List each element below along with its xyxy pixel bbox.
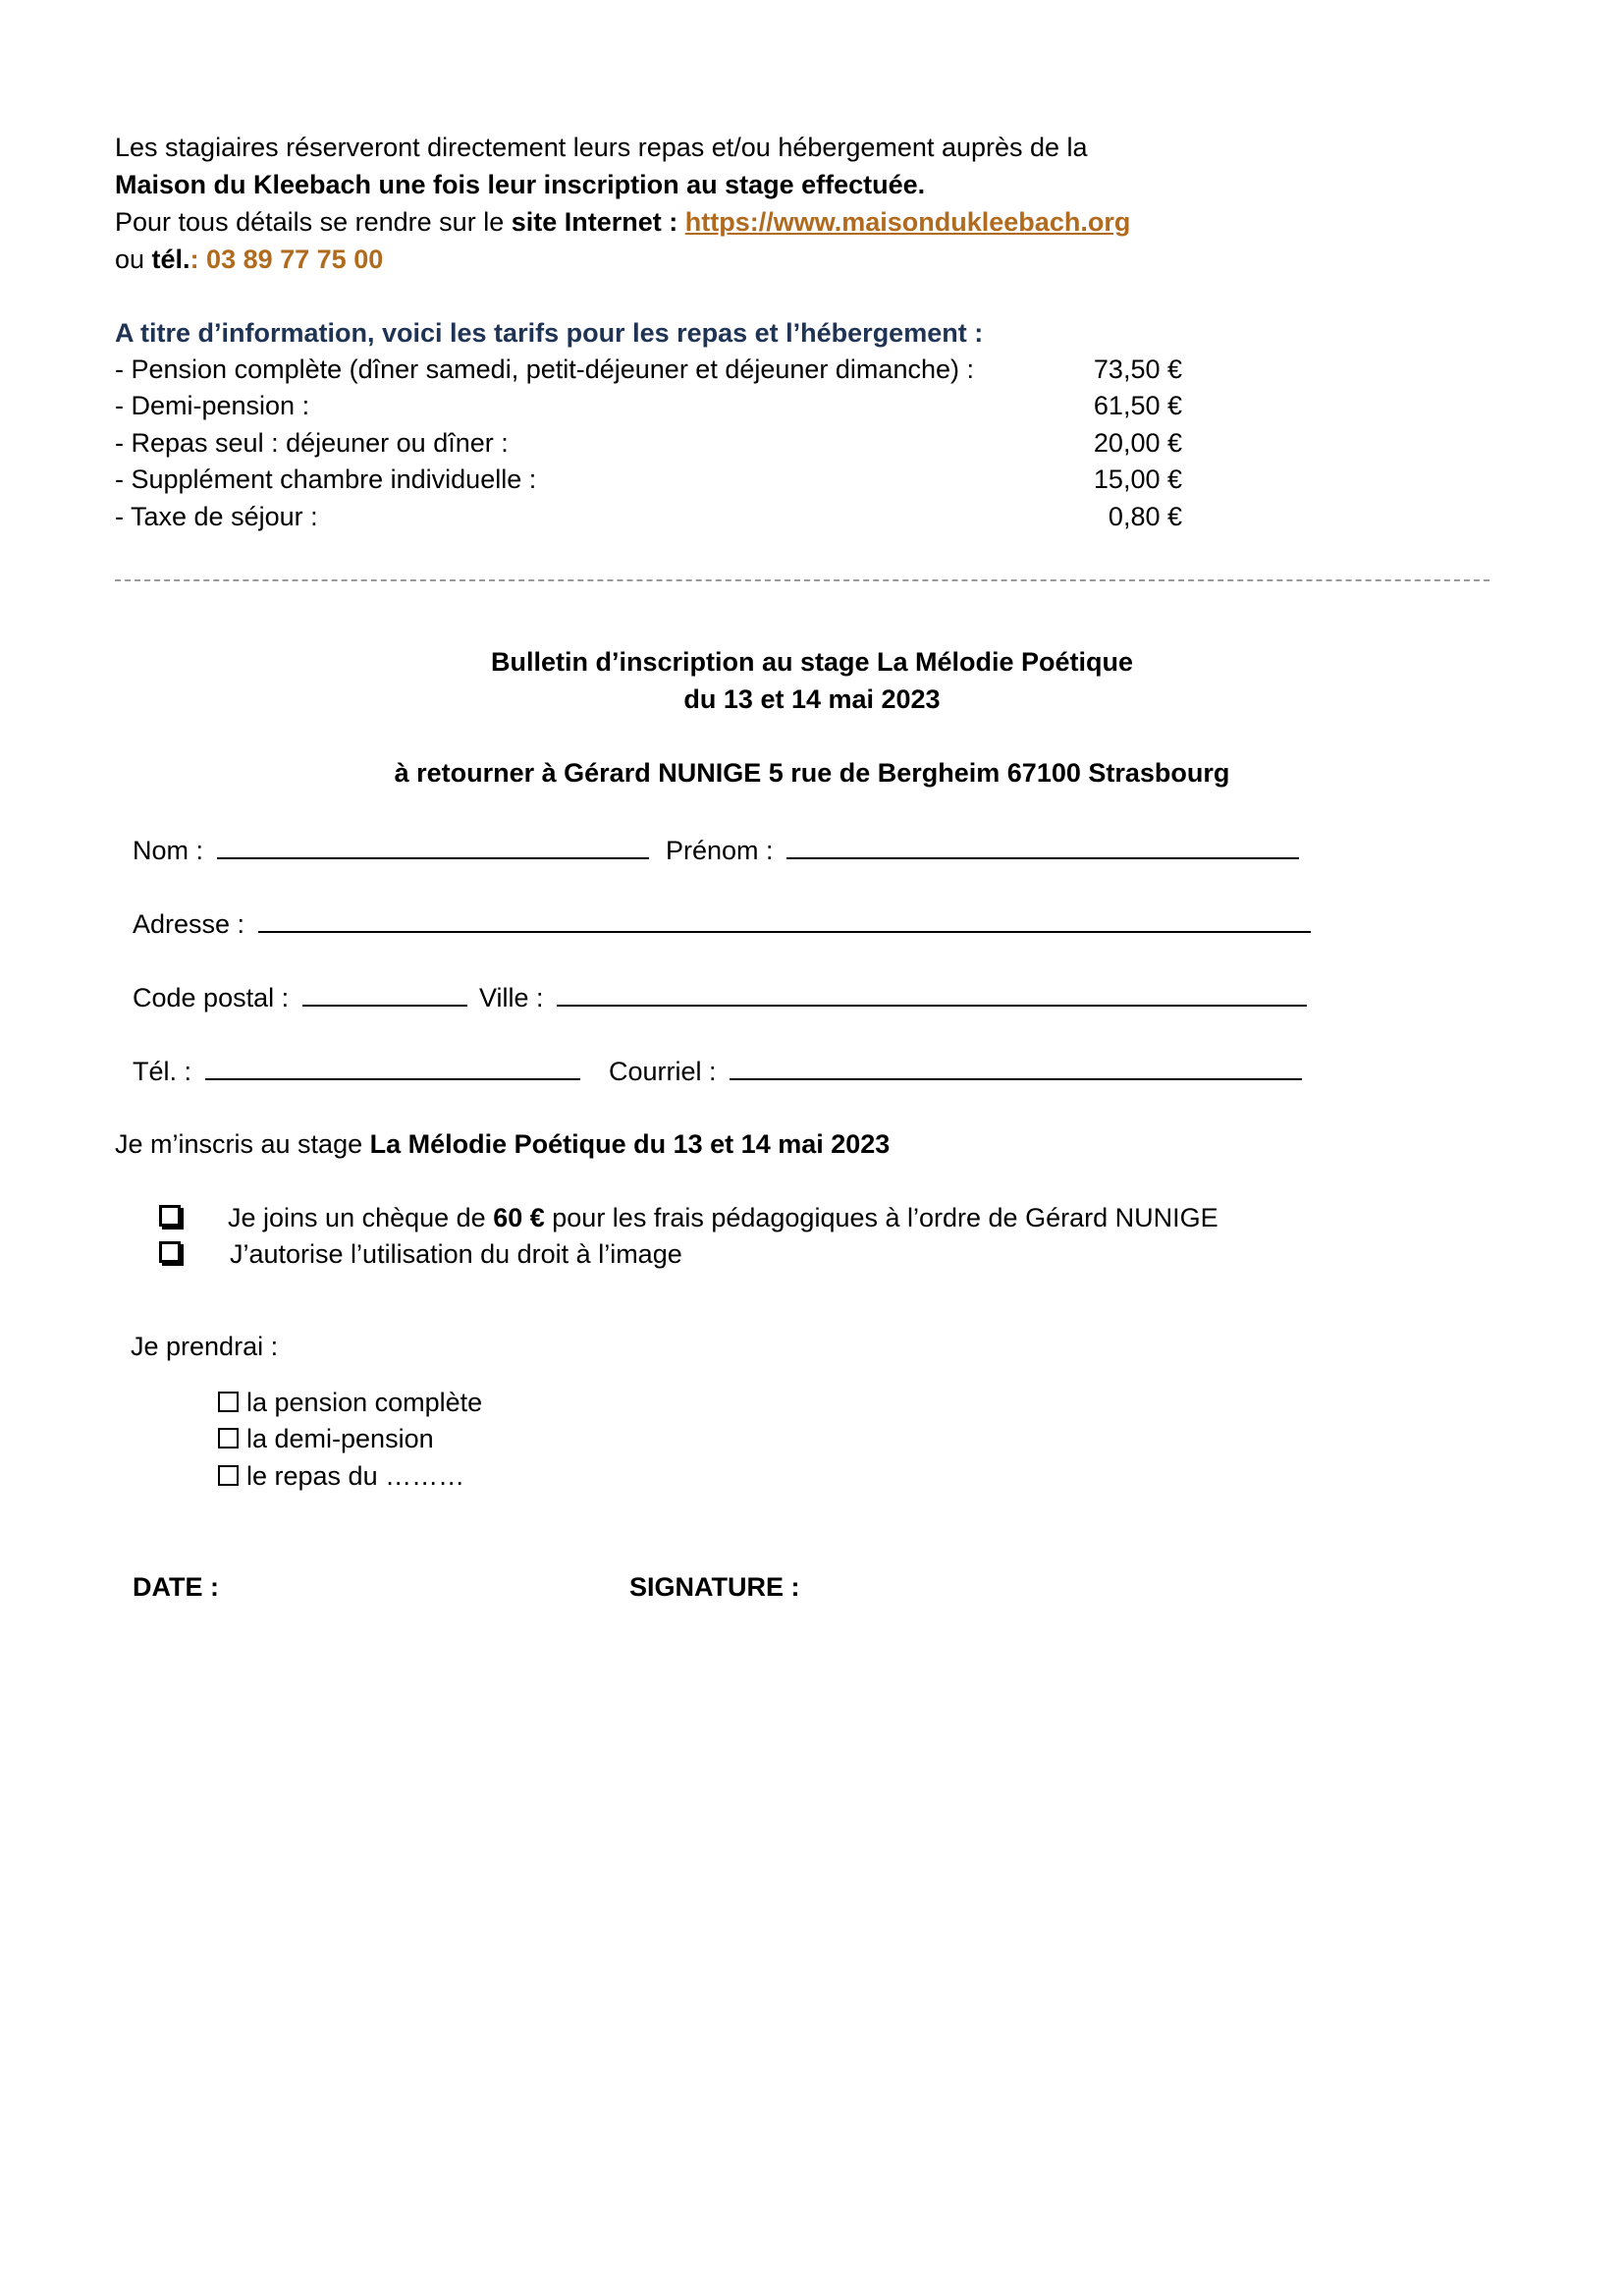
form-row-ville — [479, 977, 1307, 1016]
meals-label: Je prendrai : — [131, 1332, 279, 1361]
tel-field[interactable] — [205, 1051, 580, 1080]
meal-choice — [218, 1384, 482, 1421]
meal-checkbox[interactable] — [218, 1428, 239, 1449]
cheque-text: Je joins un chèque de — [228, 1203, 494, 1232]
prenom-label: Prénom : — [666, 836, 774, 865]
intro-line-3 — [115, 203, 1130, 241]
ville-field[interactable] — [557, 977, 1307, 1007]
form-row-name — [133, 830, 649, 869]
tarif-row — [115, 424, 1182, 462]
bulletin-title: Bulletin d’inscription au stage La Mélodie Poétique — [490, 647, 1134, 677]
adresse-label: Adresse : — [133, 909, 245, 939]
meal-choice-label: le repas du ……… — [246, 1461, 465, 1491]
cheque-amount: 60 € — [493, 1203, 545, 1232]
phone-number[interactable]: : 03 89 77 75 00 — [189, 245, 384, 274]
form-row-courriel — [609, 1051, 1302, 1090]
inscription-statement — [115, 1125, 890, 1163]
intro-line-4 — [115, 241, 383, 278]
inscription-prefix: Je m’inscris au stage — [115, 1129, 370, 1159]
intro-line-2 — [115, 166, 925, 203]
form-row-tel — [133, 1051, 580, 1090]
form-row-prenom — [666, 830, 1299, 869]
tarif-row — [115, 387, 1182, 424]
meal-choice — [218, 1420, 434, 1457]
image-rights-checkbox[interactable] — [159, 1241, 181, 1263]
option-cheque-text — [228, 1199, 1218, 1236]
intro-maison-text: Maison du Kleebach une fois leur inscription au stage effectuée. — [115, 170, 926, 199]
separator: : — [661, 207, 685, 237]
site-internet-label: site Internet — [511, 207, 662, 237]
tarif-price: 0,80 € — [1108, 502, 1182, 531]
tarif-row — [115, 351, 1182, 388]
adresse-field[interactable] — [258, 903, 1311, 933]
meal-checkbox[interactable] — [218, 1392, 239, 1412]
form-row-adresse — [133, 903, 1311, 943]
intro-line-1 — [115, 129, 1088, 166]
tel-field-label: Tél. : — [133, 1057, 192, 1086]
tarif-label: - Pension complète (dîner samedi, petit-déjeuner et déjeuner dimanche) : — [115, 355, 974, 384]
tarif-price: 20,00 € — [1093, 428, 1182, 458]
cheque-checkbox[interactable] — [159, 1205, 181, 1227]
option-image-rights-text: J’autorise l’utilisation du droit à l’image — [230, 1239, 682, 1269]
option-image-rights — [159, 1235, 181, 1273]
tarif-row — [115, 498, 1182, 535]
tel-label: tél. — [151, 245, 190, 274]
tarif-label: - Taxe de séjour : — [115, 502, 318, 531]
meal-choice — [218, 1457, 464, 1495]
bulletin-return-address: à retourner à Gérard NUNIGE 5 rue de Bergheim 67100 Strasbourg — [394, 758, 1230, 788]
cheque-text-suffix: pour les frais pédagogiques à l’ordre de Gérard NUNIGE — [544, 1203, 1218, 1232]
code-postal-field[interactable] — [302, 977, 467, 1007]
date-label: DATE : — [133, 1572, 219, 1602]
courriel-label: Courriel : — [609, 1057, 717, 1086]
meal-choice-label: la demi-pension — [246, 1424, 434, 1453]
intro-text: Les stagiaires réserveront directement leurs repas et/ou hébergement auprès de la — [115, 133, 1088, 162]
tarif-label: - Supplément chambre individuelle : — [115, 465, 537, 494]
tarif-price: 61,50 € — [1093, 391, 1182, 420]
prenom-field[interactable] — [786, 830, 1299, 859]
cut-line-divider — [115, 579, 1489, 581]
courriel-field[interactable] — [730, 1051, 1302, 1080]
option-cheque — [159, 1199, 181, 1236]
intro-details-text: Pour tous détails se rendre sur le — [115, 207, 512, 237]
tarifs-heading: A titre d’information, voici les tarifs pour les repas et l’hébergement : — [115, 318, 984, 348]
signature-label: SIGNATURE : — [629, 1572, 800, 1602]
nom-field[interactable] — [217, 830, 649, 859]
bulletin-dates: du 13 et 14 mai 2023 — [683, 684, 941, 714]
website-link[interactable]: https://www.maisondukleebach.org — [684, 207, 1131, 237]
tarif-label: - Repas seul : déjeuner ou dîner : — [115, 428, 509, 458]
meal-checkbox[interactable] — [218, 1465, 239, 1486]
ou-text: ou — [115, 245, 152, 274]
code-postal-label: Code postal : — [133, 983, 290, 1012]
tarif-price: 15,00 € — [1093, 465, 1182, 494]
nom-label: Nom : — [133, 836, 204, 865]
inscription-stage-name: La Mélodie Poétique du 13 et 14 mai 2023 — [369, 1129, 891, 1159]
ville-label: Ville : — [479, 983, 544, 1012]
tarif-price: 73,50 € — [1093, 355, 1182, 384]
tarif-label: - Demi-pension : — [115, 391, 310, 420]
tarif-row — [115, 461, 1182, 498]
meal-choice-label: la pension complète — [246, 1388, 483, 1417]
form-row-code-postal — [133, 977, 467, 1016]
